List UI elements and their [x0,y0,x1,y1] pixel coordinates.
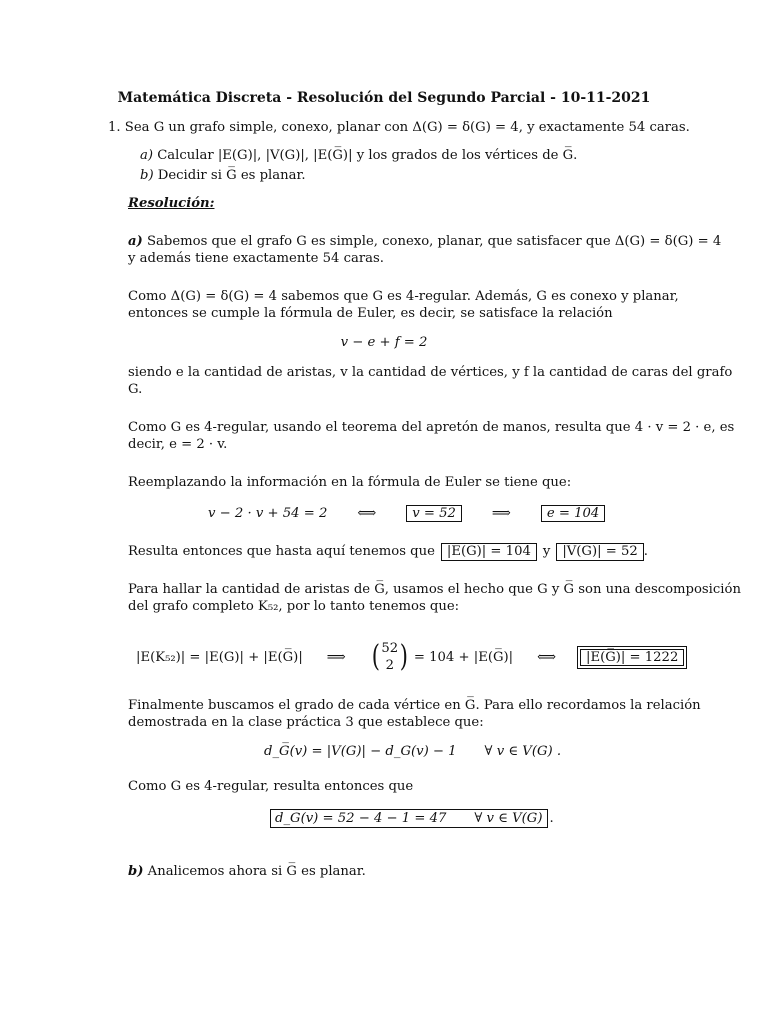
degree-box-end: . [549,811,554,826]
handshake-line2: decir, e = 2 · v. [128,437,228,452]
degree-result-box [270,809,548,828]
vertex-count-box: v = 52 [406,505,462,522]
item-text: Calcular |E(G)|, |V(G)|, |E(G̅)| y los grados de los vértices de G̅. [157,148,578,163]
resulta-y: y [542,544,551,559]
euler-formula: v − e + f = 2 [340,335,428,350]
item-tag: a) [140,148,154,163]
part-b-line [128,864,676,880]
problem-item-b [140,168,688,184]
part-a-paragraph-line1 [128,234,722,250]
complement-edges-equation [136,640,684,674]
como-regular-line: Como G es 4-regular, resulta entonces que [128,779,414,794]
problem-text: Sea G un grafo simple, conexo, planar con Δ(G) = δ(G) = 4, y exactamente 54 caras. [124,120,690,135]
binomial-top: 52 [381,641,399,656]
implies-symbol: ⟹ [326,649,346,665]
final-line1: Finalmente buscamos el grado de cada vértice en G̅. Para ello recordamos la relación [128,698,701,713]
para-line2: del grafo completo K₅₂, por lo tanto tenemos que: [128,599,460,614]
para-line1: Para hallar la cantidad de aristas de G̅, usamos el hecho que G y G̅ son una descomposición [128,582,741,597]
iff-symbol: ⟺ [357,506,377,521]
edge-count-box: e = 104 [541,505,605,522]
degree-result-equation [270,809,554,828]
problem-statement [108,120,688,136]
resulta-prefix: Resulta entonces que hasta aquí tenemos que [128,544,435,559]
item-tag: b) [140,168,154,183]
implies-symbol: ⟹ [491,506,511,521]
iff-symbol: ⟺ [537,649,556,665]
part-a-paragraph-line2: y además tiene exactamente 54 caras. [128,251,384,266]
right-paren: ) [399,639,409,674]
handshake-line1: Como G es 4-regular, usando el teorema del apretón de manos, resulta que 4 · v = 2 · e, es [128,420,735,435]
eq2-mid: = 104 + |E(G̅)| [413,649,514,665]
degree-relation-equation [264,744,561,759]
vertices-g-box: |V(G)| = 52 [556,543,643,561]
eq1-left: v − 2 · v + 54 = 2 [208,506,328,521]
siendo-line1: siendo e la cantidad de aristas, v la cantidad de vértices, y f la cantidad de caras del grafo [128,365,733,380]
euler-substitution-equation [208,505,605,522]
degree-box-value: d_G̅(v) = 52 − 4 − 1 = 47 [275,811,447,826]
problem-number: 1. [108,120,121,135]
document-title: Matemática Discreta - Resolución del Segundo Parcial - 10-11-2021 [117,90,651,106]
degree-relation: d_G̅(v) = |V(G)| − d_G(v) − 1 [264,744,457,759]
final-line2: demostrada en la clase práctica 3 que establece que: [128,715,484,730]
degree-box-forall: ∀ v ∈ V(G) [474,811,543,826]
resulta-line [128,543,676,561]
left-paren: ( [371,639,380,674]
edges-g-box: |E(G)| = 104 [441,543,537,561]
como-paragraph-line2: entonces se cumple la fórmula de Euler, es decir, se satisface la relación [128,306,613,321]
binomial-expression [370,640,513,674]
degree-forall: ∀ v ∈ V(G) . [484,744,562,759]
binomial-coefficient [370,640,410,674]
binomial-bottom: 2 [385,658,394,673]
como-paragraph-line1: Como Δ(G) = δ(G) = 4 sabemos que G es 4-regular. Además, G es conexo y planar, [128,289,679,304]
part-b-text: Analicemos ahora si G̅ es planar. [147,864,366,879]
reemplazando-line: Reemplazando la información en la fórmula de Euler se tiene que: [128,475,572,490]
eq2-left: |E(K₅₂)| = |E(G)| + |E(G̅)| [136,649,303,665]
resolution-heading: Resolución: [128,196,215,211]
resulta-end: . [643,544,648,559]
siendo-line2: G. [128,382,143,397]
complement-edges-box: |E(G̅)| = 1222 [580,649,684,666]
part-a-tag: a) [128,234,143,249]
problem-item-a [140,148,688,164]
item-text: Decidir si G̅ es planar. [157,168,306,183]
part-a-text: Sabemos que el grafo G es simple, conexo, planar, que satisfacer que Δ(G) = δ(G) = 4 [147,234,722,249]
binomial-column [381,640,398,674]
part-b-tag: b) [128,864,144,879]
